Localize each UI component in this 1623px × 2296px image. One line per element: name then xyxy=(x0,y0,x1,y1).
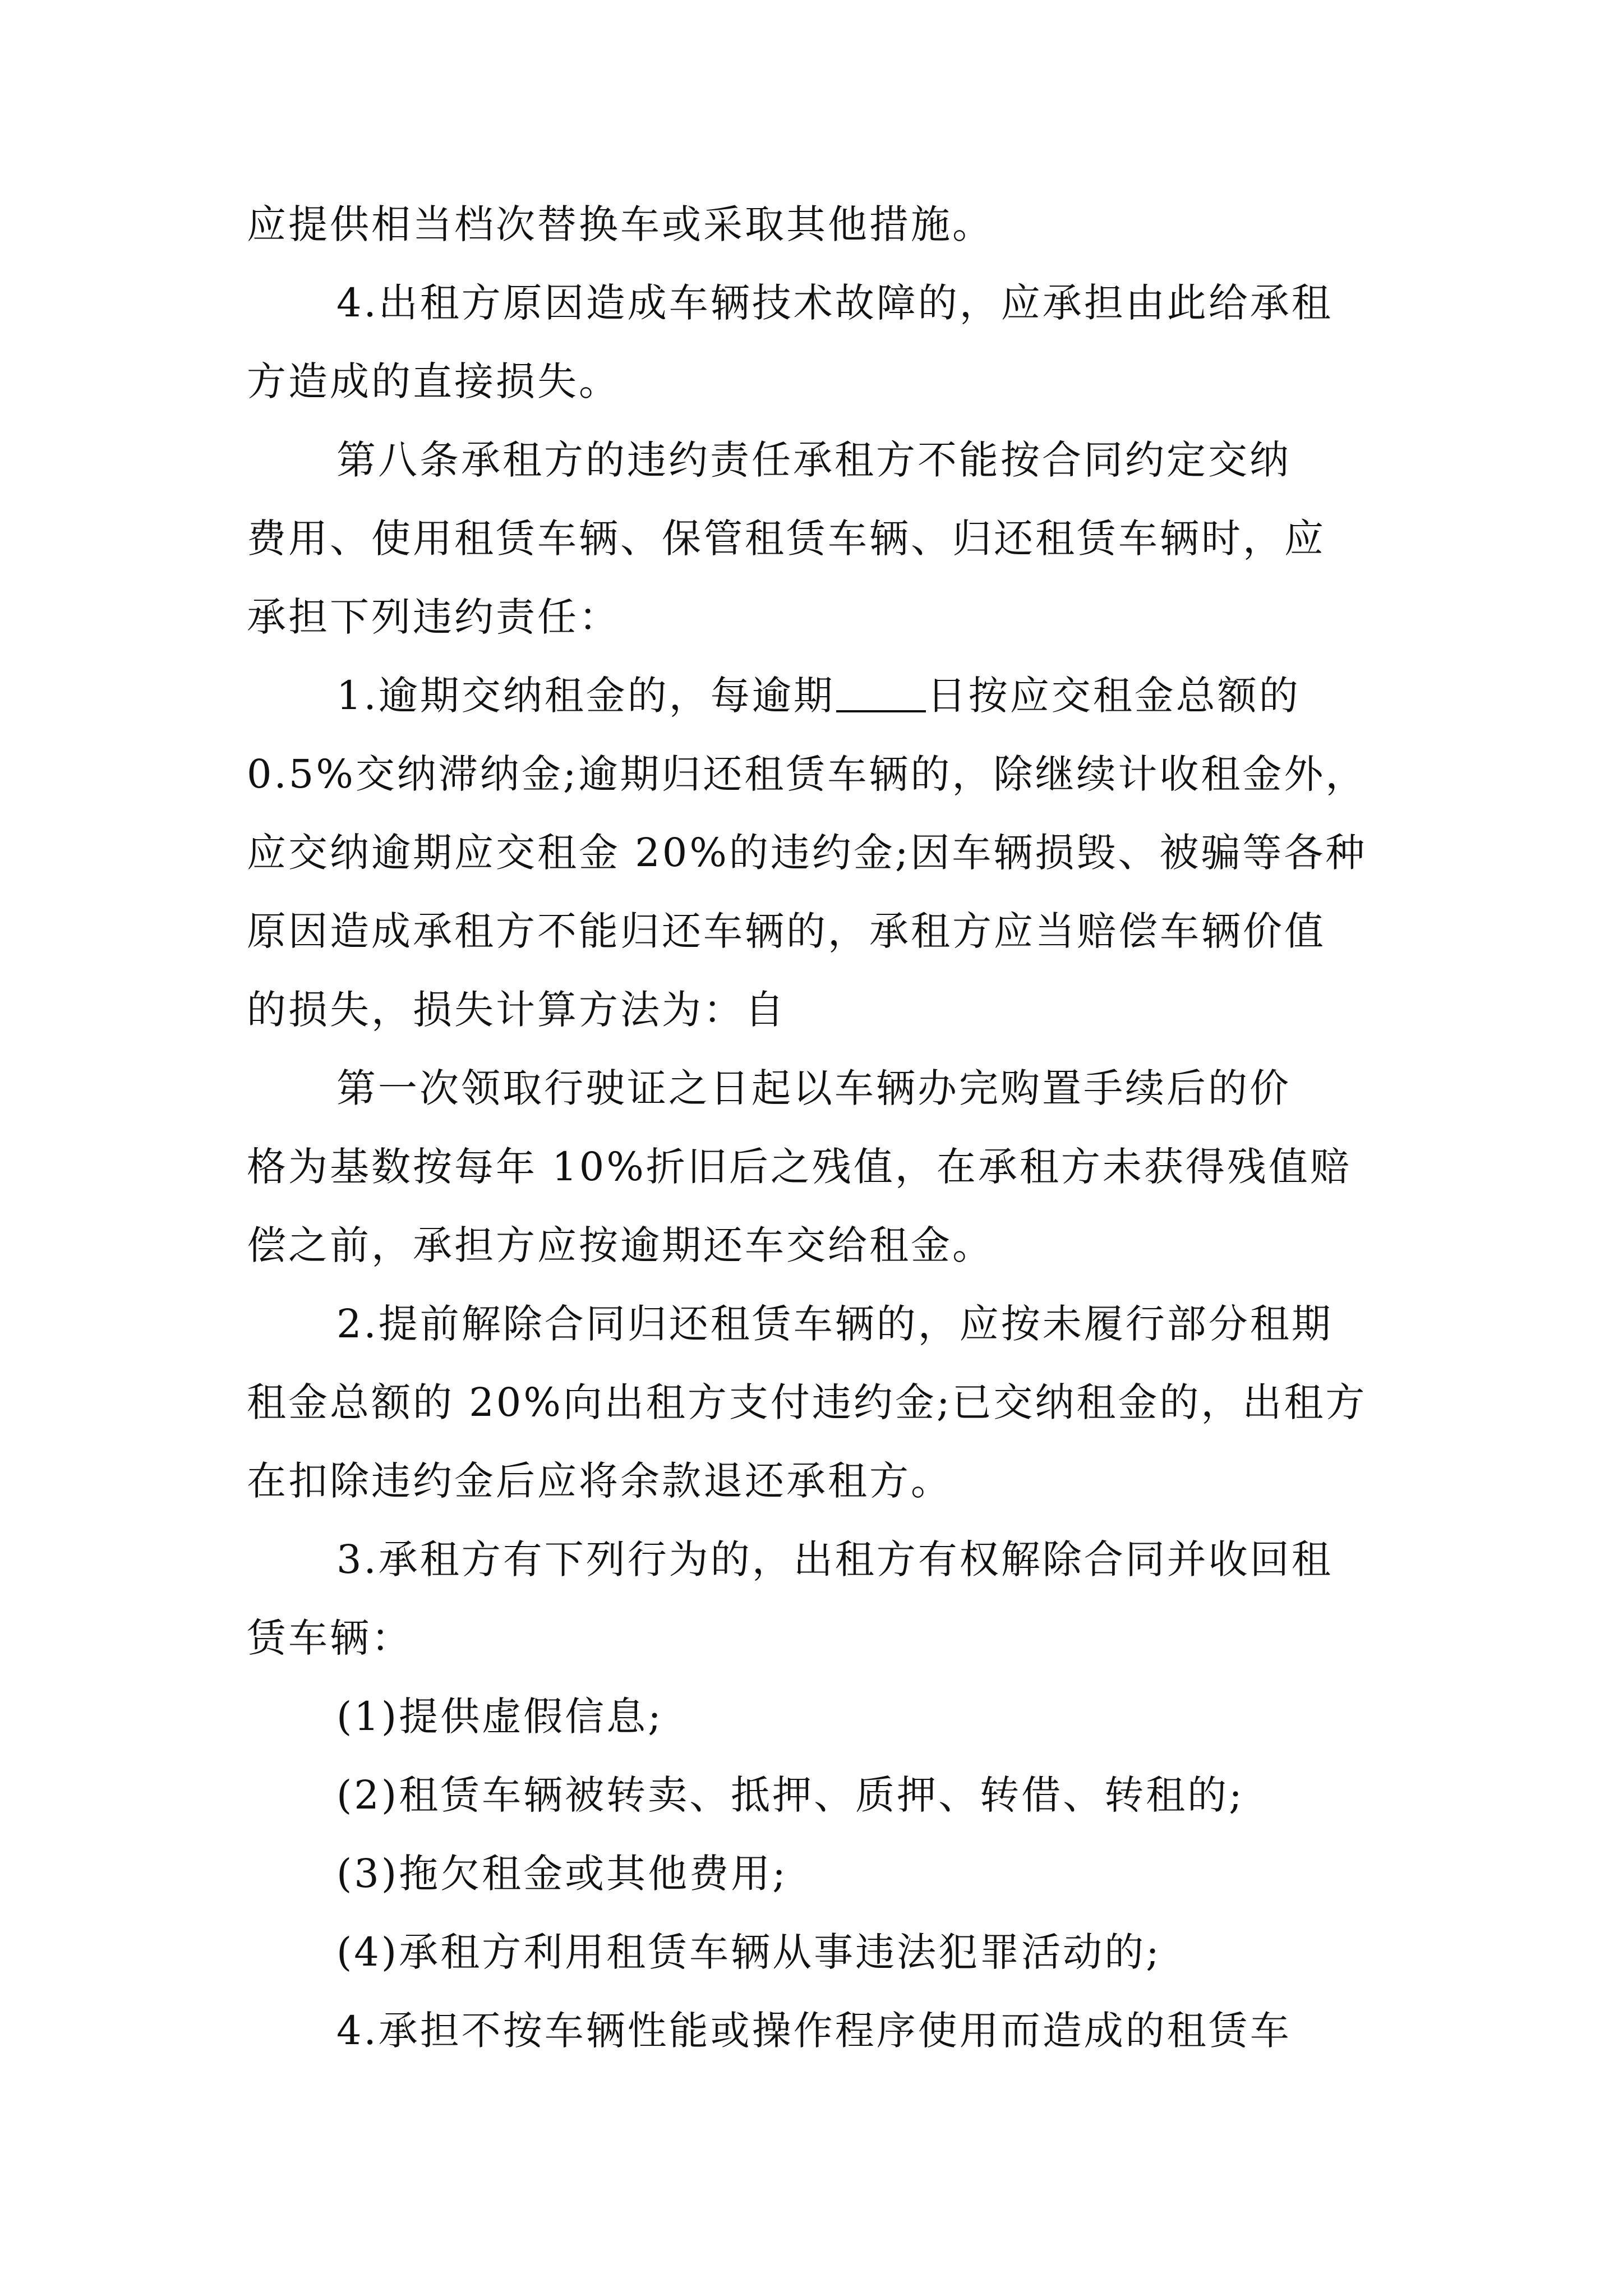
text-line: 租金总额的 20%向出租方支付违约金;已交纳租金的，出租方 xyxy=(247,1379,1367,1425)
text-line: 4.出租方原因造成车辆技术故障的，应承担由此给承租 xyxy=(336,280,1333,326)
text-line: 赁车辆： xyxy=(247,1615,413,1661)
text-line: (2)租赁车辆被转卖、抵押、质押、转借、转租的; xyxy=(336,1772,1244,1818)
text-line: 2.提前解除合同归还租赁车辆的，应按未履行部分租期 xyxy=(336,1301,1333,1347)
text-line: 偿之前，承担方应按逾期还车交给租金。 xyxy=(247,1222,994,1268)
document-page xyxy=(247,185,1385,2070)
text-segment: 1.逾期交纳租金的，每逾期 xyxy=(336,673,835,719)
text-line: 在扣除违约金后应将余款退还承租方。 xyxy=(247,1458,952,1504)
text-line: 原因造成承租方不能归还车辆的，承租方应当赔偿车辆价值 xyxy=(247,908,1326,954)
text-line: 费用、使用租赁车辆、保管租赁车辆、归还租赁车辆时，应 xyxy=(247,516,1326,562)
text-line: 3.承租方有下列行为的，出租方有权解除合同并收回租 xyxy=(336,1536,1333,1582)
text-line: 承担下列违约责任： xyxy=(247,594,620,640)
text-line: 应提供相当档次替换车或采取其他措施。 xyxy=(247,201,994,247)
text-line: (3)拖欠租金或其他费用; xyxy=(336,1851,788,1897)
text-line: 的损失，损失计算方法为：自 xyxy=(247,987,786,1033)
text-line: 方造成的直接损失。 xyxy=(247,358,620,404)
text-line: 0.5%交纳滞纳金;逾期归还租赁车辆的，除继续计收租金外， xyxy=(247,751,1367,797)
text-line xyxy=(247,656,1385,735)
text-line: 第八条承租方的违约责任承租方不能按合同约定交纳 xyxy=(336,437,1291,483)
text-segment: 日按应交租金总额的 xyxy=(926,673,1301,719)
text-line: 第一次领取行驶证之日起以车辆办完购置手续后的价 xyxy=(336,1065,1291,1111)
blank-underline xyxy=(836,710,926,712)
text-line: 应交纳逾期应交租金 20%的违约金;因车辆损毁、被骗等各种 xyxy=(247,830,1367,876)
text-line: 4.承担不按车辆性能或操作程序使用而造成的租赁车 xyxy=(336,2008,1292,2054)
text-line: (1)提供虚假信息; xyxy=(336,1694,663,1740)
text-line: (4)承租方利用租赁车辆从事违法犯罪活动的; xyxy=(336,1929,1161,1975)
text-line: 格为基数按每年 10%折旧后之残值，在承租方未获得残值赔 xyxy=(247,1144,1352,1190)
